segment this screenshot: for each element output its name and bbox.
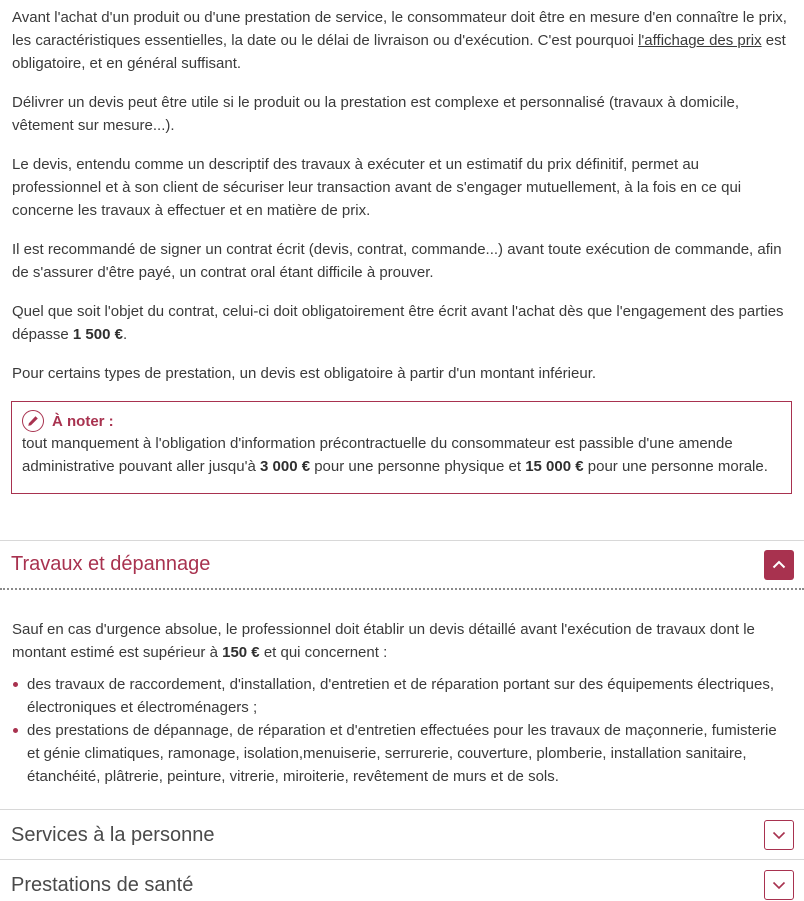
note-text bbox=[22, 432, 781, 478]
collapse-button[interactable] bbox=[764, 550, 794, 580]
intro-paragraph-4: Il est recommandé de signer un contrat écrit (devis, contrat, commande...) avant toute exécution de commande, afin de s'assurer d'être payé, un contrat oral étant difficile à prouver. bbox=[12, 241, 782, 281]
note-amount-moral: 15 000 € bbox=[525, 458, 584, 475]
intro-p5-text: Quel que soit l'objet du contrat, celui-ci doit obligatoirement être écrit avant l'achat dès que l'engagement des parties dépasse bbox=[12, 303, 784, 343]
intro-paragraph-3: Le devis, entendu comme un descriptif des travaux à exécuter et un estimatif du prix définitif, permet au professionnel et à son client de sécuriser leur transaction avant de s'engager mutuellement, à la fois en ce qui concerne les travaux à effectuer et en matière de prix. bbox=[12, 156, 742, 219]
note-text-mid: pour une personne physique et bbox=[310, 458, 526, 475]
intro-p5-text-end: . bbox=[122, 326, 128, 343]
chevron-down-icon bbox=[772, 831, 786, 840]
travaux-list bbox=[12, 673, 792, 788]
intro-paragraph-1 bbox=[12, 6, 792, 75]
intro-paragraph-5 bbox=[12, 300, 792, 346]
note-text-end: pour une personne morale. bbox=[583, 458, 768, 475]
chevron-down-icon bbox=[772, 881, 786, 890]
note-box bbox=[11, 401, 792, 494]
intro-p1-text: Avant l'achat d'un produit ou d'une prestation de service, le consommateur doit être en mesure d'en connaître le prix, les caractéristiques essentielles, la date ou le délai de livraison ou d'exécution. C'est pourquoi bbox=[12, 9, 787, 49]
note-text-start: tout manquement à l'obligation d'information précontractuelle du consommateur est passible d'une amende administrative pouvant aller jusqu'à bbox=[22, 435, 733, 475]
accordion-title-travaux[interactable]: Travaux et dépannage bbox=[11, 553, 211, 575]
expand-button[interactable] bbox=[764, 870, 794, 900]
expand-button[interactable] bbox=[764, 820, 794, 850]
list-item: des travaux de raccordement, d'installation, d'entretien et de réparation portant sur des équipements électriques, électroniques et électroménagers ; bbox=[27, 673, 792, 719]
travaux-amount: 150 € bbox=[222, 644, 260, 661]
note-header bbox=[22, 410, 781, 432]
accordion-header-travaux[interactable] bbox=[0, 540, 804, 590]
intro-paragraph-2: Délivrer un devis peut être utile si le produit ou la prestation est complexe et personnalisé (travaux à domicile, vêtement sur mesure...). bbox=[12, 94, 740, 134]
note-amount-physical: 3 000 € bbox=[260, 458, 311, 475]
list-item: des prestations de dépannage, de réparation et d'entretien effectuées pour les travaux de maçonnerie, fumisterie et génie climatiques, ramonage, isolation,menuiserie, serrurerie, couverture, plomberie, installation sanitaire, étanchéité, plâtrerie, peinture, vitrerie, miroiterie, revêtement de murs et de sols. bbox=[27, 719, 792, 788]
note-title: À noter : bbox=[52, 412, 114, 430]
accordion-title-services[interactable]: Services à la personne bbox=[11, 823, 215, 846]
accordion-body-travaux bbox=[0, 590, 804, 788]
travaux-intro-text: Sauf en cas d'urgence absolue, le professionnel doit établir un devis détaillé avant l'exécution de travaux dont le montant estimé est supérieur à bbox=[12, 621, 755, 661]
amount-threshold: 1 500 € bbox=[72, 326, 123, 343]
accordion-sante bbox=[0, 859, 804, 901]
chevron-up-icon bbox=[772, 560, 786, 569]
travaux-intro-end: et qui concernent : bbox=[259, 644, 388, 661]
travaux-intro bbox=[12, 618, 792, 664]
accordion-services bbox=[0, 809, 804, 859]
accordion-title-sante[interactable]: Prestations de santé bbox=[11, 873, 194, 896]
intro-p1-text-end: est obligatoire, et en général suffisant. bbox=[12, 32, 786, 72]
accordion-header-services[interactable] bbox=[0, 810, 804, 860]
accordion-travaux bbox=[0, 540, 804, 788]
price-display-link[interactable]: l'affichage des prix bbox=[638, 32, 762, 49]
pencil-icon bbox=[22, 410, 44, 432]
intro-section bbox=[0, 0, 804, 385]
accordion-header-sante[interactable] bbox=[0, 860, 804, 901]
intro-paragraph-6: Pour certains types de prestation, un devis est obligatoire à partir d'un montant inférieur. bbox=[12, 365, 597, 382]
